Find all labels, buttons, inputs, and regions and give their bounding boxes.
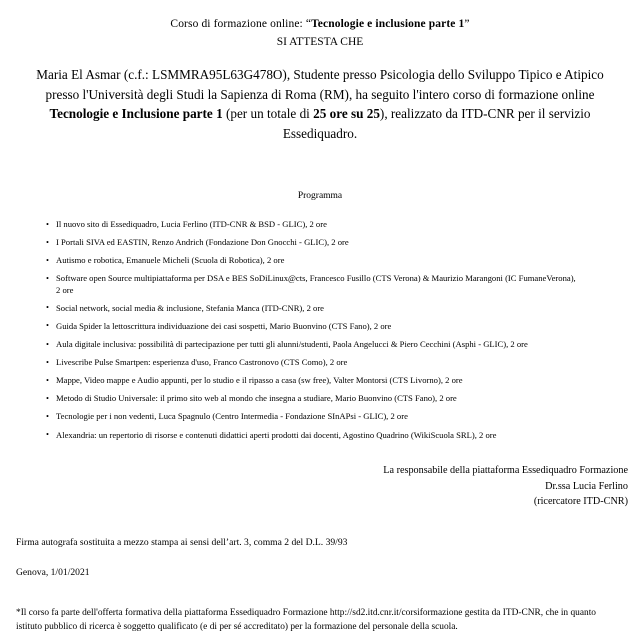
statement-part-one: Maria El Asmar (c.f.: LSMMRA95L63G478O), Studente presso Psicologia dello Sviluppo Tipico e Atipico presso l'Università degli Studi la Sapienza di Roma (RM), ha seguito l'intero corso di formazione online [36,67,604,102]
attestation-line: SI ATTESTA CHE [276,36,364,48]
course-title: Tecnologie e inclusione parte 1 [311,18,465,30]
course-header-line [0,16,640,33]
signature-qualification: (ricercatore ITD-CNR) [533,496,628,508]
program-list [0,219,640,441]
list-item: • Livescribe Pulse Smartpen: esperienza d'uso, Franco Castronovo (CTS Como), 2 ore [46,357,580,369]
document-header [0,0,640,51]
signature-role: La responsabile della piattaforma Essediquadro Formazione [383,465,628,477]
list-item: • Alexandria: un repertorio di risorse e contenuti didattici aperti prodotti dai docenti, Agostino Quadrino (WikiScuola SRL), 2 ore [46,430,580,442]
statement-part-three: ), realizzato da ITD-CNR per il servizio Essediquadro. [282,106,591,141]
statement-course-name: Tecnologie e Inclusione parte 1 [49,106,223,121]
list-item: • Autismo e robotica, Emanuele Micheli (Scuola di Robotica), 2 ore [46,255,580,267]
course-suffix-text: ” [464,18,470,30]
list-item: • Guida Spider la lettoscrittura individuazione dei casi sospetti, Mario Buonvino (CTS Fano), 2 ore [46,321,580,333]
list-item: • Aula digitale inclusiva: possibilità di partecipazione per tutti gli alunni/studenti, Paola Angelucci & Piero Cecchini (Asphi - GLIC), 2 ore [46,339,580,351]
list-item: • Tecnologie per i non vedenti, Luca Spagnulo (Centro Intermedia - Fondazione SInAPsi - GLIC), 2 ore [46,411,580,423]
attestation-statement [18,65,622,143]
list-item: • I Portali SIVA ed EASTIN, Renzo Andrich (Fondazione Don Gnocchi - GLIC), 2 ore [46,237,580,249]
list-item: • Mappe, Video mappe e Audio appunti, per lo studio e il ripasso a casa (sw free), Valter Montorsi (CTS Livorno), 2 ore [46,375,580,387]
list-item: • Il nuovo sito di Essediquadro, Lucia Ferlino (ITD-CNR & BSD - GLIC), 2 ore [46,219,580,231]
signature-block [0,463,640,510]
list-item: • Social network, social media & inclusione, Stefania Manca (ITD-CNR), 2 ore [46,303,580,315]
course-footnote: *Il corso fa parte dell'offerta formativa della piattaforma Essediquadro Formazione http://sd2.itd.cnr.it/corsiformazione gestita da ITD-CNR, che in quanto istituto pubblico di ricerca è soggetto qualificato (e di per sé accreditato) per la formazione del personale della scuola. [16,607,596,633]
course-prefix-text: Corso di formazione online: “ [170,18,312,30]
statement-part-two: (per un totale di [222,106,314,121]
place-and-date: Genova, 1/01/2021 [16,566,90,578]
programma-heading: Programma [297,191,343,201]
signature-name: Dr.ssa Lucia Ferlino [545,480,628,492]
legal-notice: Firma autografa sostituita a mezzo stampa ai sensi dell’art. 3, comma 2 del D.L. 39/93 [16,536,348,548]
statement-total-hours: 25 ore su 25 [313,106,380,121]
list-item: • Metodo di Studio Universale: il primo sito web al mondo che insegna a studiare, Mario Buonvino (CTS Fano), 2 ore [46,393,580,405]
list-item: • Software open Source multipiattaforma per DSA e BES SoDiLinux@cts, Francesco Fusillo (CTS Verona) & Maurizio Marangoni (IC FumaneVerona), 2 ore [46,273,580,296]
